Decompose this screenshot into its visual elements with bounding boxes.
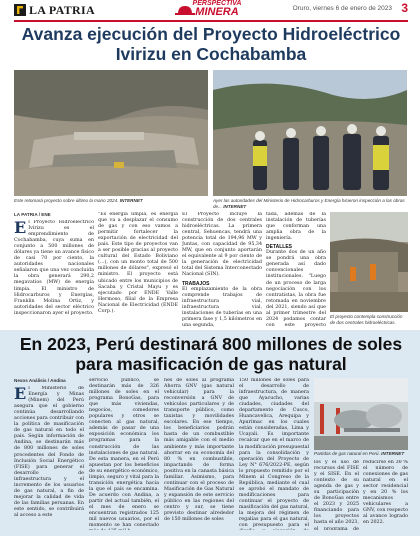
column-text: l Ministerio de Energía y Minas (Minem) del Perú asegura que el gobierno continúa desarrollando acciones para contribuir con la política de masificación de gas natural en todo el país. Según información de Andina, se destinarán más de 800 millones de soles procedentes del Fondo de Inclusión Social Energético (FISE) para generar el desarrollo de infraestructura y el incremento de los usuarios de gas natural, a fin de mejorar la calidad de vida de las familias peruanas. En este sentido, se contribuirá al acceso a este [14, 386, 84, 518]
column-text: El Proyecto incluye la construcción de dos centrales hidroeléctricas. La primera central, Sehuencas, tendrá una potencia total de 194,96 MW y Juntas, con capacidad de 95,34 MW, que en conjunto aportarán el equivalente al 9 por ciento de la generación de electricidad total del Sistema Interconectado Nacional (SIN). [182, 212, 262, 278]
story1-column-2 [98, 212, 178, 328]
caption-text: Partidas de gas natural en Perú. [314, 451, 382, 456]
column-text: 150 millones de soles para el desarrollo de infraestructura, de manera que Ayacucho, varias ciudades, ciudades del departamento de Cusco, Huancavelica, Arequipa y Apurímac en los cuales están consideradas, Lima y Ucayali. Es importante recalcar que en el marco de la modificación presupuestal para la consolidación y operación del Proyecto de Ley N° 676/2022-PE, según lo propuesto remitido por el Minem al Congreso de la República, mediante el cual se aprobó el mandato de modificaciones para continuar el proyecto de masificación del gas natural, la mejora del régimen de regalías para el gas natural, con presupuesto para el [239, 378, 309, 529]
story2-byline: Nexos Análisis / Andina [14, 378, 66, 383]
logo-mark-icon [14, 4, 26, 16]
dateline: Oruro, viernes 6 de enero de 2023 [292, 5, 392, 12]
logo-text: LA PATRIA [29, 2, 95, 17]
column-text: "Es energía limpia, es energía que va a desplazar el consumo de gas y con eso vamos a permitir fortalecer la exportación de electricidad del país. Este tipo de proyectos van a ser posible gracias al proyecto cultural del Estado Boliviano (...), con un monto total de 500 millones de dólares", expresó el ministro. El proyecto está ubicado entre los municipios de Sacaba y Cristal Mayu y es ejecutado por ENDE Valle Hermoso, filial de la Empresa Nacional de Electricidad (ENDE Corp.). [98, 212, 178, 314]
story1-headline: Avanza ejecución del Proyecto Hidroeléctrico Ivirizu en Cochabamba [21, 24, 401, 64]
drop-cap: E [14, 220, 27, 237]
photo-credit: INTERNET [381, 451, 405, 456]
story1-photo3-caption: El proyecto contempla construcción de dos centrales hidroeléctricas. [330, 314, 403, 325]
column-text: Durante dos de un año se pondrá una obra generada así dado convencionales institucionales. "Luego de un proceso de larga negociación con los contratistas, la obra fue retomada en noviembre del 2021, siendo así que al primer trimestre del 2024 podamos contar con este proyecto [266, 250, 326, 328]
page-number: 3 [401, 1, 408, 15]
story2-column-4 [239, 378, 309, 530]
story2-column-6 [363, 460, 408, 530]
supplement-logo [172, 0, 248, 22]
story1-column-1 [14, 220, 94, 328]
column-text: reducirse en 30 % el número de conexiones de gas natural en el sector residencial y en 20 % los mecanismos vehiculares a GNV, con respecto al avance logrado en 2022. [363, 460, 408, 526]
column-text: los y el uso de recursos del FISE y el SISE. En el contexto de su agenda de gas y su participación de BonoGas entre el 2023 y 2025 financiando para los proyectos hasta el año 2023, el programa de [314, 460, 359, 530]
drop-cap: E [14, 386, 27, 403]
photo-credit: INTERNET [223, 203, 247, 209]
supplement-top-text: PERSPECTIVA [192, 0, 242, 7]
story1-photo-workers [330, 212, 408, 312]
caption-text: Ayer las autoridades del Ministerio de Hidrocarburos y Energía hicieron inspección a las obras de... [213, 198, 405, 209]
story1-photo-dam [14, 70, 208, 196]
story1-byline: LA PATRIA / ENE [14, 212, 51, 217]
column-text: nes de soles al programa Ahorra GNV (gas natural vehicular) para la reconversión a GNV de vehículos particulares y de transporte público, como taxistas y movilidades escolares. En ese tiempo, los beneficiarios podrán hasta de un combustible más amigable con el medio ambiente y más importante ahorrar en su economía del 80 % en combustible, impactando de forma positiva en la canasta básica familiar. Asimismo, para continuar con el proceso de Masificación de Gas Natural y expansión de este servicio público en las regiones del centro y sur, se tiene previsto destinar alrededor de 150 millones de soles [164, 378, 234, 523]
photo-credit: INTERNET [119, 198, 143, 203]
newspaper-logo [14, 3, 95, 17]
subhead-detalles: DETALLES [266, 244, 293, 251]
caption-text: Este retomará proyecto sobre último la mano 2024. [14, 198, 120, 203]
story2-photo-gas-tanks [314, 378, 408, 450]
subhead-trabajos: TRABAJOS [182, 280, 210, 287]
story1-photo-officials [213, 70, 407, 196]
column-text: tada, además de la instalación de tuberías que conforman una amplia obra de la ingeniería. [266, 212, 326, 242]
column-text: l Proyecto Hidroeléctrico Ivirizu es el emprendimiento de Cochabamba, cuya suma en conjunto a 500 millones de dólares ya tiene un avance físico de casi 70 por ciento, la autoridades nacionales señalaron que una vez concluida la obra generará 290,2 megavatios (MW) de energía limpia. El ministro de Hidrocarburos y Energías, Franklin Molina Ortiz, y autoridades del sector eléctrico inspeccionaron ayer el proyecto. [14, 220, 94, 316]
story1-column-4 [266, 212, 326, 328]
story2-column-1 [14, 386, 84, 530]
story2-column-5 [314, 460, 359, 530]
column-text: servicio público, se destinarán más de 326 millones de soles en el programa BonoGas, para que más viviendas, negocios, comedores populares y otros se conecten al gas natural, además de pasar de una exposición económica los programas para la construcción de las instalaciones de gas natural. De esta manera, en el Perú apuestan por los beneficios de su energético económico, limpio, seguro y vital para la transición energética hacia la que el país se encamina. De acuerdo con Andina, a partir del actual también, el el mes de enero se encuentran registrados 125 mil nuevos usuarios, por el momento se han conectado [89, 378, 159, 529]
supplement-main-text: MINERA [195, 6, 239, 18]
story2-photo-caption [314, 451, 408, 457]
header-rule [14, 20, 408, 22]
story2-headline: En 2023, Perú destinará 800 millones de soles para masificación de gas natural [19, 334, 403, 374]
story1-column-3 [182, 212, 262, 328]
story1-photo2-caption [213, 198, 407, 209]
column-text: El emplazamiento de la obra comprende trabajos de infraestructura vial, infraestructura vial, instalaciones de tuberías en una primera fase y 1,5 kilómetros en una segunda, [182, 286, 262, 328]
story2-column-3 [164, 378, 234, 530]
story2-column-2 [89, 378, 159, 530]
story1-photo1-caption [14, 198, 208, 204]
